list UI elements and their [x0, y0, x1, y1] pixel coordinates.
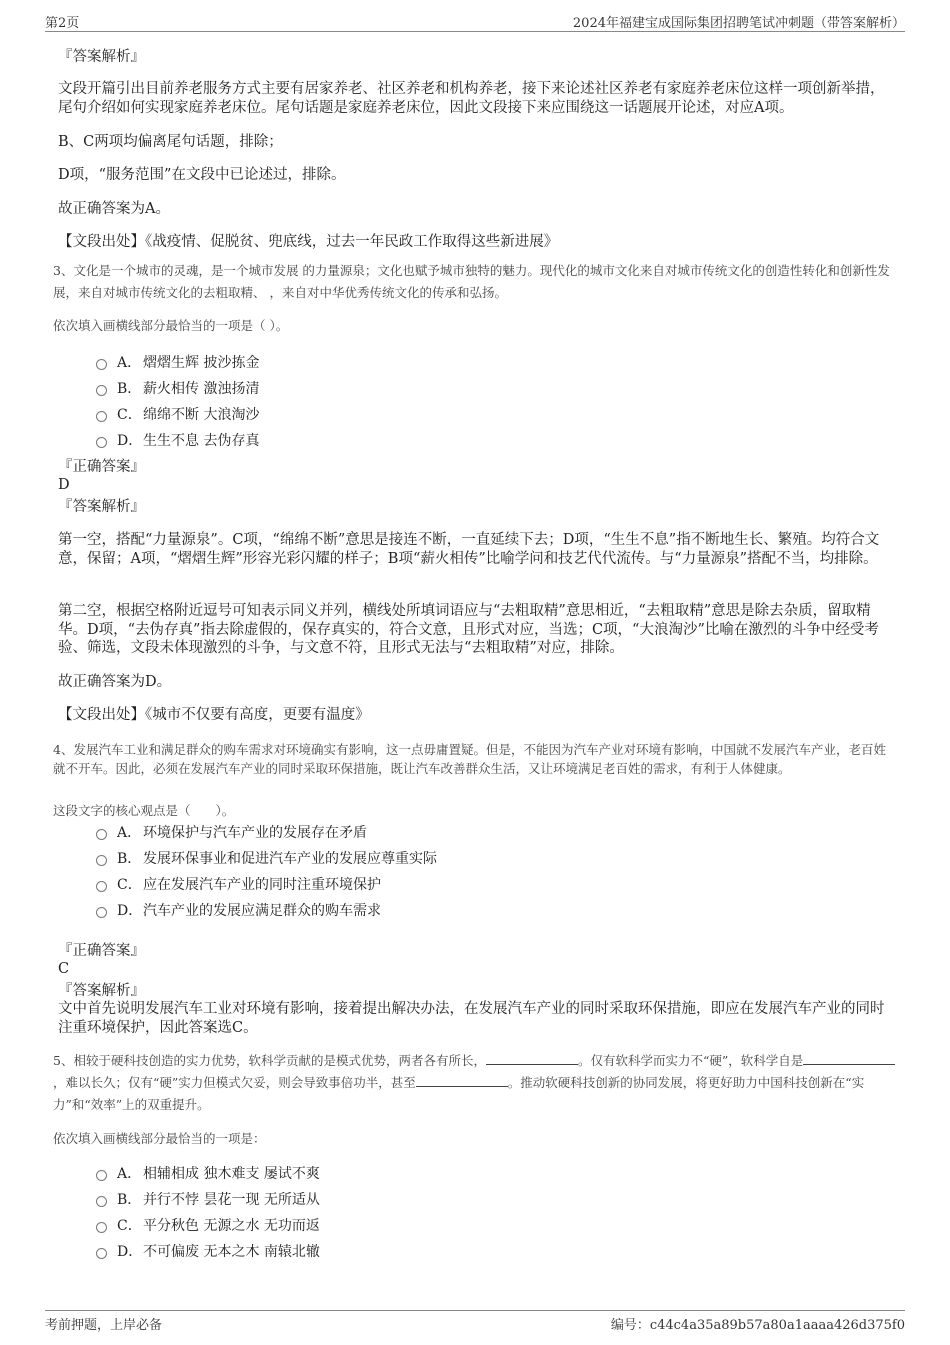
radio-icon[interactable] [96, 385, 107, 396]
radio-icon[interactable] [96, 907, 107, 918]
footer-serial: 编号：c44c4a35a89b57a80a1aaaa426d375f0 [610, 1318, 905, 1333]
q4-stem: 4、发展汽车工业和满足群众的购车需求对环境确实有影响，这一点毋庸置疑。但是，不能因为汽车产业对环境有影响，中国就不发展汽车产业，老百姓就不开车。因此，必须在发展汽车产业的同时采取环保措施，既让汽车改善群众生活，又让环境满足老百姓的需求，有利于人体健康。 [53, 742, 886, 776]
footer-divider [45, 1310, 905, 1311]
q3-source: 【文段出处】《城市不仅要有高度，更要有温度》 [58, 707, 370, 723]
q4-prompt: 这段文字的核心观点是（ ）。 [53, 803, 235, 818]
header-divider [45, 31, 905, 32]
q2-analysis-p4: 故正确答案为A。 [58, 201, 170, 217]
q4-option-d[interactable]: D． 汽车产业的发展应满足群众的购车需求 [96, 900, 381, 920]
q3-option-b[interactable]: B． 薪火相传 激浊扬清 [96, 378, 259, 398]
q2-analysis-p2: B、C两项均偏离尾句话题，排除； [58, 134, 283, 150]
radio-icon[interactable] [96, 855, 107, 866]
radio-icon[interactable] [96, 411, 107, 422]
q3-option-c[interactable]: C． 绵绵不断 大浪淘沙 [96, 404, 259, 424]
q5-option-c[interactable]: C． 平分秋色 无源之水 无功而返 [96, 1215, 320, 1235]
q4-correct-label: 『正确答案』 [58, 943, 145, 959]
q3-prompt: 依次填入画横线部分最恰当的一项是（ ）。 [53, 318, 289, 333]
radio-icon[interactable] [96, 881, 107, 892]
q4-option-b[interactable]: B． 发展环保事业和促进汽车产业的发展应尊重实际 [96, 848, 437, 868]
q3-option-a[interactable]: A． 熠熠生辉 披沙拣金 [96, 352, 259, 372]
q2-analysis-p3: D项，“服务范围”在文段中已论述过，排除。 [58, 167, 346, 183]
radio-icon[interactable] [96, 437, 107, 448]
q3-option-d[interactable]: D． 生生不息 去伪存真 [96, 430, 259, 450]
q2-analysis-label: 『答案解析』 [58, 49, 145, 65]
q5-stem: 5、相较于硬科技创造的实力优势，软科学贡献的是模式优势，两者各有所长， 。仅有软科学而实力不“硬”，软科学自是，难以长久；仅有“硬”实力但模式欠妥，则会导致事倍功半，甚至 。推动软硬科技创新的协同发展，将更好助力中国科技创新在“实力”和“效率”上的双重提升。 [53, 1050, 898, 1116]
q3-analysis-p2: 第二空，根据空格附近逗号可知表示同义并列，横线处所填词语应与“去粗取精”意思相近，“去粗取精”意思是除去杂质，留取精华。D项，“去伪存真”指去除虚假的，保存真实的，符合文意，且形式对应，当选；C项，“大浪淘沙”比喻在激烈的斗争中经受考验、筛选，文段未体现激烈的斗争，与文意不符，且形式无法与“去粗取精”对应，排除。 [58, 603, 879, 656]
radio-icon[interactable] [96, 1222, 107, 1233]
q4-correct-answer: C [58, 961, 70, 977]
q3-correct-answer: D [58, 477, 70, 493]
page-number: 第2页 [45, 16, 80, 31]
answer-blank-3 [416, 1074, 508, 1087]
q2-analysis-p1: 文段开篇引出目前养老服务方式主要有居家养老、社区养老和机构养老，接下来论述社区养老有家庭养老床位这样一项创新举措，尾句介绍如何实现家庭养老床位。尾句话题是家庭养老床位，因此文段接下来应围绕这一话题展开论述，对应A项。 [58, 81, 885, 116]
document-title: 2024年福建宝成国际集团招聘笔试冲刺题（带答案解析） [572, 16, 905, 31]
q3-analysis-p1: 第一空，搭配“力量源泉”。C项，“绵绵不断”意思是接连不断，一直延续下去；D项，“生生不息”指不断地生长、繁殖。均符合文意，保留；A项，“熠熠生辉”形容光彩闪耀的样子；B项“薪火相传”比喻学问和技艺代代流传。与“力量源泉”搭配不当，均排除。 [58, 532, 880, 567]
q2-source: 【文段出处】《战疫情、促脱贫、兜底线，过去一年民政工作取得这些新进展》 [58, 234, 559, 250]
q3-analysis-p3: 故正确答案为D。 [58, 674, 172, 690]
radio-icon[interactable] [96, 359, 107, 370]
q5-prompt: 依次填入画横线部分最恰当的一项是： [53, 1131, 266, 1146]
q3-stem: 3、文化是一个城市的灵魂，是一个城市发展 的力量源泉；文化也赋予城市独特的魅力。现代化的城市文化来自对城市传统文化的创造性转化和创新性发展，来自对城市传统文化的去粗取精、 ，来自对中华优秀传统文化的传承和弘扬。 [53, 263, 890, 300]
q5-option-a[interactable]: A． 相辅相成 独木难支 屡试不爽 [96, 1163, 320, 1183]
q4-option-a[interactable]: A． 环境保护与汽车产业的发展存在矛盾 [96, 822, 367, 842]
q5-option-d[interactable]: D． 不可偏废 无本之木 南辕北辙 [96, 1241, 320, 1261]
radio-icon[interactable] [96, 1248, 107, 1259]
answer-blank-2 [803, 1052, 895, 1065]
q3-correct-label: 『正确答案』 [58, 459, 145, 475]
radio-icon[interactable] [96, 829, 107, 840]
q3-analysis-label: 『答案解析』 [58, 499, 145, 515]
q4-analysis-p1: 文中首先说明发展汽车工业对环境有影响，接着提出解决办法，在发展汽车产业的同时采取环保措施，即应在发展汽车产业的同时注重环境保护，因此答案选C。 [58, 1001, 885, 1036]
answer-blank-1 [486, 1052, 578, 1065]
footer-slogan: 考前押题，上岸必备 [45, 1318, 163, 1333]
q4-option-c[interactable]: C． 应在发展汽车产业的同时注重环境保护 [96, 874, 381, 894]
q4-analysis-label: 『答案解析』 [58, 983, 145, 999]
q5-option-b[interactable]: B． 并行不悖 昙花一现 无所适从 [96, 1189, 320, 1209]
radio-icon[interactable] [96, 1170, 107, 1181]
radio-icon[interactable] [96, 1196, 107, 1207]
